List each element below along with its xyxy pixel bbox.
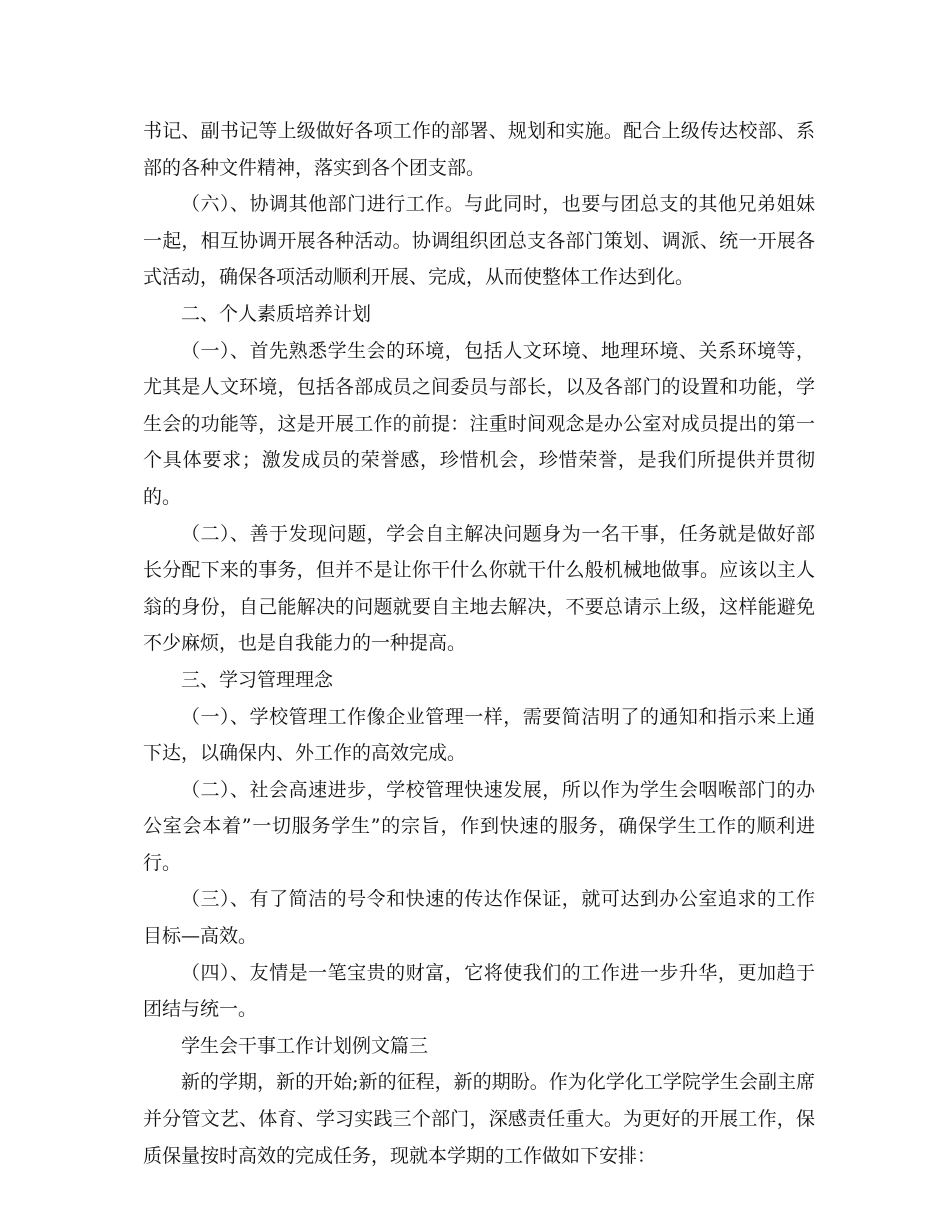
paragraph-item-1b: （一）、学校管理工作像企业管理一样，需要简洁明了的通知和指示来上通下达，以确保内、外工作的高效完成。 (143, 705, 815, 765)
paragraph-item-2: （二）、善于发现问题，学会自主解决问题身为一名干事，任务就是做好部长分配下来的事务，但并不是让你干什么你就干什么般机械地做事。应该以主人翁的身份，自己能解决的问题就要自主地去解决，不要总请示上级，这样能避免不少麻烦，也是自我能力的一种提高。 (143, 522, 815, 655)
section-heading-3: 三、学习管理理念 (181, 668, 334, 691)
paragraph-intro: 新的学期，新的开始;新的征程，新的期盼。作为化学化工学院学生会副主席并分管文艺、体育、学习实践三个部门，深感责任重大。为更好的开展工作，保质保量按时高效的完成任务，现就本学期的工作做如下安排： (143, 1071, 815, 1167)
document-body (143, 113, 815, 1174)
paragraph-item-2b: （二）、社会高速进步，学校管理快速发展，所以作为学生会咽喉部门的办公室会本着”一切服务学生”的宗旨，作到快速的服务，确保学生工作的顺利进行。 (143, 778, 815, 874)
paragraph-item-3: （三）、有了简洁的号令和快速的传达作保证，就可达到办公室追求的工作目标—高效。 (143, 888, 815, 948)
paragraph-item-4: （四）、友情是一笔宝贵的财富，它将使我们的工作进一步升华，更加趋于团结与统一。 (143, 961, 815, 1021)
paragraph-item-1: （一）、首先熟悉学生会的环境，包括人文环境、地理环境、关系环境等，尤其是人文环境，包括各部成员之间委员与部长，以及各部门的设置和功能，学生会的功能等，这是开展工作的前提：注重时间观念是办公室对成员提出的第一个具体要求；激发成员的荣誉感，珍惜机会，珍惜荣誉，是我们所提供并贯彻的。 (143, 339, 815, 508)
article-title: 学生会干事工作计划例文篇三 (181, 1034, 429, 1057)
paragraph-item-6: （六）、协调其他部门进行工作。与此同时，也要与团总支的其他兄弟姐妹一起，相互协调开展各种活动。协调组织团总支各部门策划、调派、统一开展各式活动，确保各项活动顺利开展、完成，从而使整体工作达到化。 (143, 193, 815, 289)
paragraph-continuation: 书记、副书记等上级做好各项工作的部署、规划和实施。配合上级传达校部、系部的各种文件精神，落实到各个团支部。 (143, 120, 815, 179)
section-heading-2: 二、个人素质培养计划 (181, 302, 372, 325)
